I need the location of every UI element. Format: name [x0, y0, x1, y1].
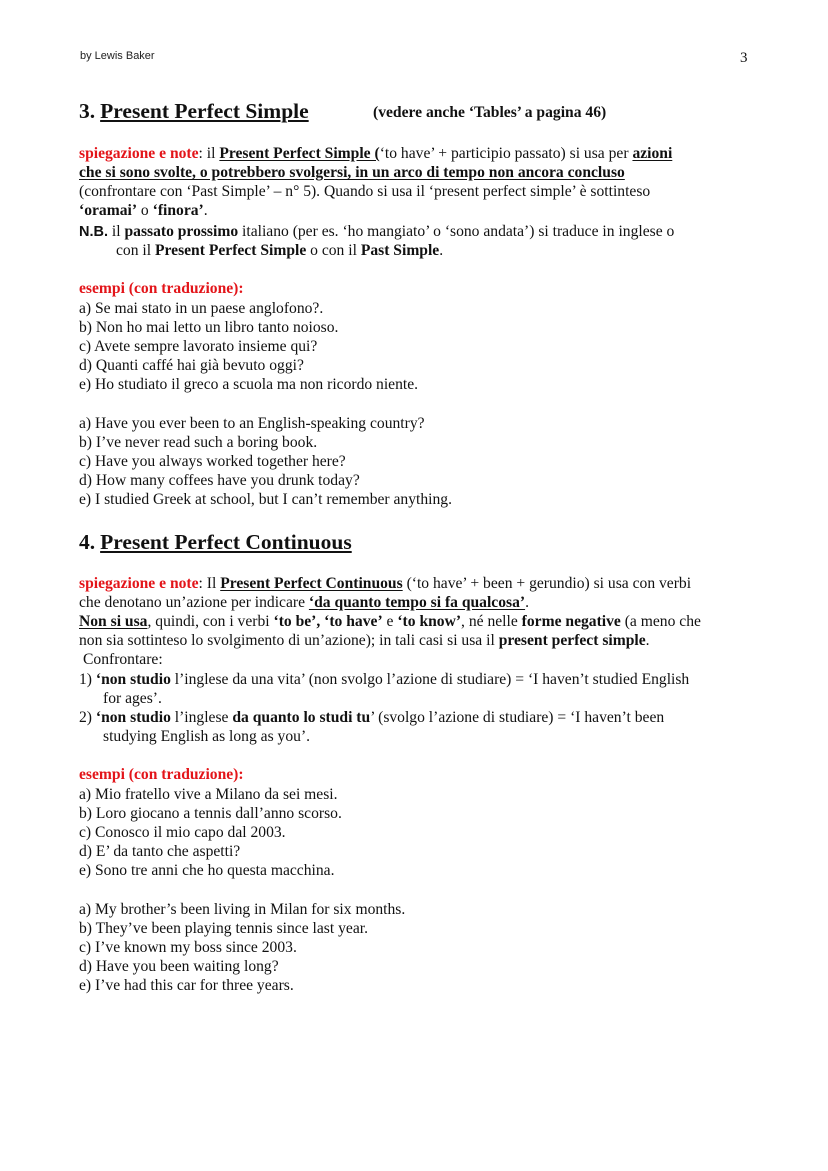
s4-english-example: d) Have you been waiting long? — [79, 958, 279, 975]
s3-explanation-line-2: che si sono svolte, o potrebbero svolgersi, in un arco di tempo non ancora concluso — [79, 164, 625, 181]
section-3-heading — [79, 99, 309, 124]
s4-explanation-line-2: che denotano un’azione per indicare ‘da quanto tempo si fa qualcosa’. — [79, 594, 529, 611]
s4-explanation-line-1: spiegazione e note: Il Present Perfect Continuous (‘to have’ + been + gerundio) si usa con verbi — [79, 575, 692, 592]
s4-english-example: c) I’ve known my boss since 2003. — [79, 939, 297, 956]
s4-english-example: b) They’ve been playing tennis since last year. — [79, 920, 368, 937]
s3-english-example: b) I’ve never read such a boring book. — [79, 434, 318, 451]
section-4-heading — [79, 530, 352, 555]
page-number: 3 — [740, 50, 748, 66]
nb-label: N.B. — [79, 224, 108, 240]
s3-italian-example: a) Se mai stato in un paese anglofono?. — [79, 300, 324, 317]
s4-italian-example: e) Sono tre anni che ho questa macchina. — [79, 862, 335, 879]
s3-english-example: d) How many coffees have you drunk today? — [79, 472, 360, 489]
s3-explanation-label: spiegazione e note — [79, 145, 199, 162]
section-4-number: 4. — [79, 530, 96, 554]
s4-compare-item-1: 1) ‘non studio l’inglese da una vita’ (non svolgo l’azione di studiare) = ‘I haven’t studied English — [79, 671, 690, 688]
s3-english-example: a) Have you ever been to an English-speaking country? — [79, 415, 425, 432]
s3-nb-line-2: con il Present Perfect Simple o con il Past Simple. — [116, 242, 444, 259]
s4-explanation-line-4: non sia sottinteso lo svolgimento di un’azione); in tali casi si usa il present perfect simple. — [79, 632, 650, 649]
section-3-reference: (vedere anche ‘Tables’ a pagina 46) — [373, 104, 607, 121]
s3-examples-heading: esempi (con traduzione): — [79, 280, 244, 297]
s4-compare-item-2: 2) ‘non studio l’inglese da quanto lo studi tu’ (svolgo l’azione di studiare) = ‘I haven’t been — [79, 709, 665, 726]
s3-italian-example: c) Avete sempre lavorato insieme qui? — [79, 338, 318, 355]
s4-italian-example: a) Mio fratello vive a Milano da sei mesi. — [79, 786, 338, 803]
s3-english-example: e) I studied Greek at school, but I can’t remember anything. — [79, 491, 452, 508]
s3-italian-example: d) Quanti caffé hai già bevuto oggi? — [79, 357, 304, 374]
s4-english-example: a) My brother’s been living in Milan for six months. — [79, 901, 406, 918]
s4-compare-item-2-cont: studying English as long as you’. — [103, 728, 311, 745]
s4-italian-example: b) Loro giocano a tennis dall’anno scorso. — [79, 805, 342, 822]
section-4-title: Present Perfect Continuous — [100, 530, 352, 554]
s4-italian-example: c) Conosco il mio capo dal 2003. — [79, 824, 286, 841]
s4-italian-example: d) E’ da tanto che aspetti? — [79, 843, 241, 860]
section-3-title: Present Perfect Simple — [100, 99, 309, 123]
s3-italian-example: b) Non ho mai letto un libro tanto noioso. — [79, 319, 339, 336]
s3-english-example: c) Have you always worked together here? — [79, 453, 346, 470]
section-3-number: 3. — [79, 99, 96, 123]
s4-english-example: e) I’ve had this car for three years. — [79, 977, 294, 994]
s4-compare-label: Confrontare: — [83, 651, 163, 668]
s3-explanation-line-4: ‘oramai’ o ‘finora’. — [79, 202, 208, 219]
s4-explanation-line-3: Non si usa, quindi, con i verbi ‘to be’, ‘to have’ e ‘to know’, né nelle forme negative (a meno che — [79, 613, 701, 630]
s4-compare-item-1-cont: for ages’. — [103, 690, 162, 707]
s4-examples-heading: esempi (con traduzione): — [79, 766, 244, 783]
s3-italian-example: e) Ho studiato il greco a scuola ma non ricordo niente. — [79, 376, 419, 393]
s4-explanation-label: spiegazione e note — [79, 575, 199, 592]
s3-nb-line-1: N.B. il passato prossimo italiano (per es. ‘ho mangiato’ o ‘sono andata’) si traduce in inglese o — [79, 223, 675, 240]
s3-explanation-line-3: (confrontare con ‘Past Simple’ – n° 5). Quando si usa il ‘present perfect simple’ è sottinteso — [79, 183, 651, 200]
s3-explanation-line-1: spiegazione e note: il Present Perfect Simple (‘to have’ + participio passato) si usa per azioni — [79, 145, 673, 162]
header-author: by Lewis Baker — [80, 50, 155, 62]
